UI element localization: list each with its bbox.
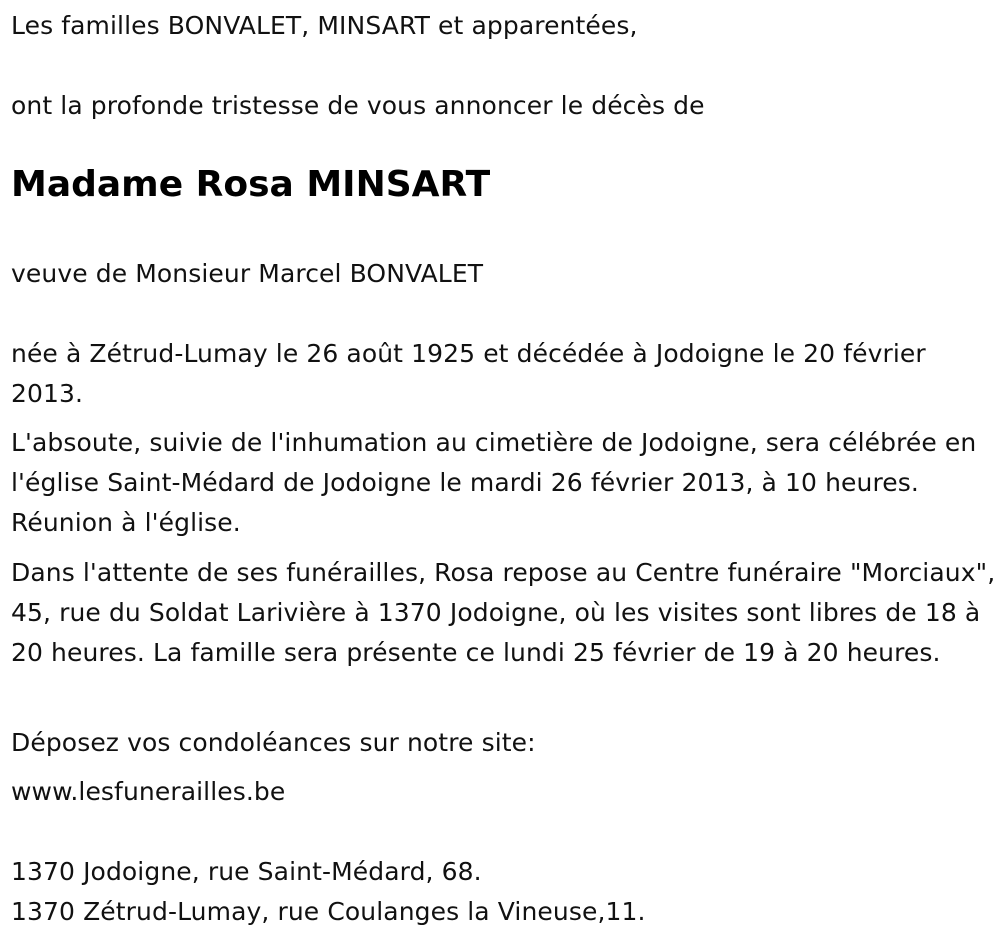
website-line: www.lesfunerailles.be (11, 777, 286, 806)
address-line-1: 1370 Jodoigne, rue Saint-Médard, 68. (11, 857, 482, 886)
widow-of-line: veuve de Monsieur Marcel BONVALET (11, 259, 484, 288)
birth-death-paragraph: née à Zétrud-Lumay le 26 août 1925 et décédée à Jodoigne le 20 février 2013. (11, 339, 926, 408)
address-line-2: 1370 Zétrud-Lumay, rue Coulanges la Vineuse,11. (11, 897, 646, 926)
deceased-name: Madame Rosa MINSART (11, 164, 491, 205)
ceremony-paragraph: L'absoute, suivie de l'inhumation au cimetière de Jodoigne, sera célébrée en l'église Saint-Médard de Jodoigne le mardi 26 février 2013, à 10 heures. Réunion à l'église. (11, 428, 977, 537)
visitation-paragraph: Dans l'attente de ses funérailles, Rosa repose au Centre funéraire "Morciaux", 45, rue du Soldat Larivière à 1370 Jodoigne, où les visites sont libres de 18 à 20 heures. La famille sera présente ce lundi 25 février de 19 à 20 heures. (11, 558, 996, 667)
families-line: Les familles BONVALET, MINSART et apparentées, (11, 11, 638, 40)
condolences-line: Déposez vos condoléances sur notre site: (11, 728, 536, 757)
intro-line: ont la profonde tristesse de vous annoncer le décès de (11, 91, 705, 120)
